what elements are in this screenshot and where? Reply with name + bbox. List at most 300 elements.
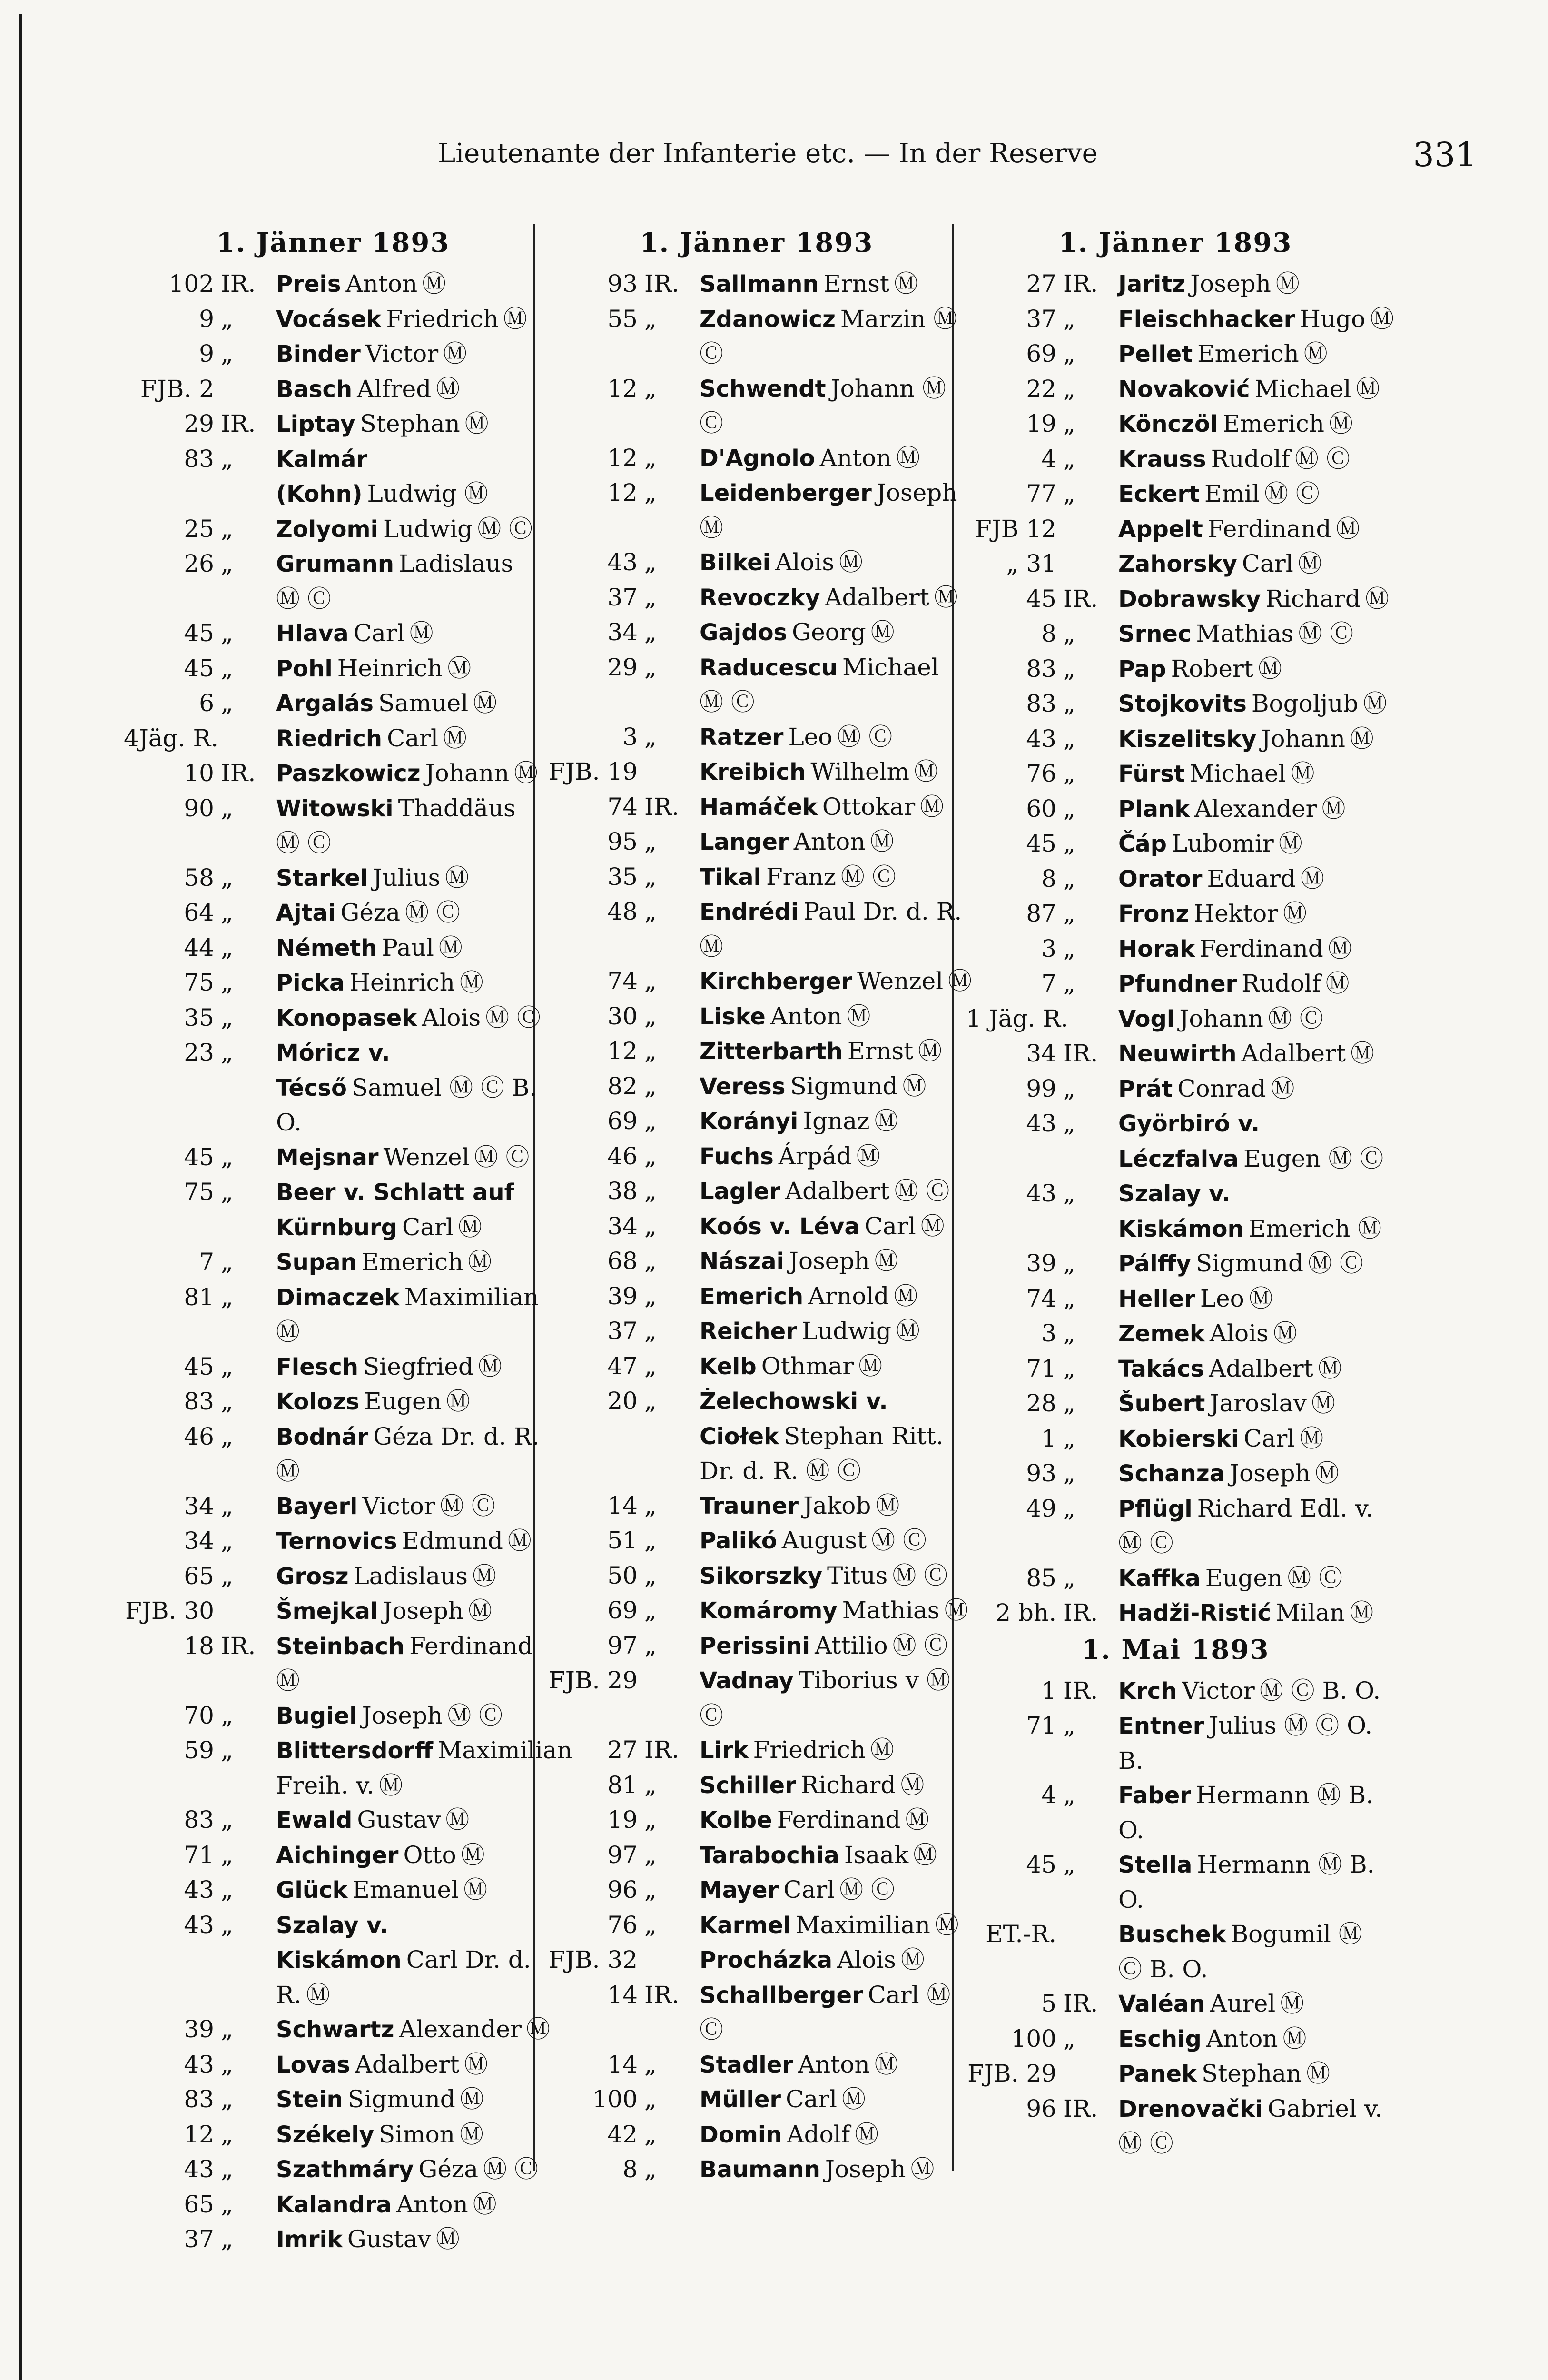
given-name: Julius Ⓜ Ⓒ O. B.: [1118, 1712, 1373, 1775]
surname: Paszkowicz: [276, 760, 421, 787]
unit-abbreviation: „: [1063, 1180, 1075, 1207]
list-entry: [547, 1314, 966, 1349]
given-name: Emanuel: [352, 1876, 459, 1904]
surname: Komáromy: [700, 1597, 838, 1624]
given-name: Adalbert: [1241, 1040, 1346, 1067]
surname: Zitterbarth: [700, 1038, 843, 1065]
surname: Stein: [276, 2086, 343, 2113]
surname: Ewald: [276, 1807, 353, 1834]
list-entry: [124, 407, 542, 442]
decoration-marks: Ⓜ: [1300, 1424, 1324, 1452]
given-name: Franz: [766, 863, 836, 891]
unit-abbreviation: „: [644, 444, 657, 472]
surname: Székely: [276, 2121, 374, 2148]
unit-abbreviation: „: [644, 863, 657, 891]
surname: Veress: [700, 1073, 786, 1100]
unit-abbreviation: „: [1063, 2024, 1075, 2053]
list-entry: [966, 1176, 1385, 1246]
regiment-number: FJB. 2: [140, 375, 214, 403]
list-entry: [966, 1561, 1385, 1596]
unit-abbreviation: „: [221, 1911, 233, 1939]
unit-abbreviation: „: [644, 2050, 657, 2078]
regiment-number: 28: [1026, 1389, 1056, 1417]
decoration-marks: Ⓜ: [874, 1107, 898, 1135]
unit-abbreviation: IR.: [221, 759, 256, 787]
decoration-marks: Ⓜ: [902, 1072, 927, 1100]
regiment-number: 102: [168, 270, 214, 298]
list-entry: [124, 791, 542, 861]
list-entry: [966, 1986, 1385, 2022]
list-entry: [124, 1140, 542, 1175]
decoration-marks: Ⓜ Ⓒ B. O.: [1259, 1676, 1381, 1705]
regiment-number: 1: [1041, 1424, 1056, 1452]
given-name: Eugen: [364, 1388, 442, 1415]
decoration-marks: Ⓜ Ⓒ: [440, 1492, 495, 1520]
given-name: Ludwig Ⓜ: [367, 480, 488, 507]
list-entry: [547, 302, 966, 371]
given-name: Hugo: [1300, 305, 1366, 333]
decoration-marks: Ⓜ: [464, 2050, 488, 2078]
list-entry: [124, 616, 542, 651]
surname: Vogl: [1118, 1005, 1175, 1032]
entry-text: [1115, 616, 1385, 652]
given-name: Joseph Ⓜ: [700, 479, 957, 542]
decoration-marks: Ⓜ Ⓒ: [840, 863, 896, 891]
regiment-number: 45: [184, 619, 214, 647]
unit-abbreviation: „: [221, 933, 233, 962]
unit-abbreviation: „: [1063, 1250, 1075, 1277]
decoration-marks: Ⓜ: [896, 1317, 920, 1345]
regiment-number: 34: [1026, 1040, 1056, 1067]
given-name: Adalbert: [355, 2050, 460, 2078]
list-entry: [124, 1803, 542, 1838]
entry-text: [1115, 1708, 1385, 1778]
unit-abbreviation: „: [1063, 794, 1075, 823]
entry-text: [697, 1488, 966, 1524]
list-entry: [966, 2092, 1385, 2161]
surname: Schwendt: [700, 375, 826, 402]
surname: Panek: [1118, 2061, 1197, 2087]
entry-text: [273, 756, 542, 791]
decoration-marks: Ⓜ: [461, 1841, 485, 1869]
surname: Binder: [276, 341, 361, 367]
regiment-number: „ 31: [1006, 550, 1056, 577]
entry-text: [273, 267, 542, 302]
given-name: Ottokar: [822, 793, 916, 821]
unit-abbreviation: „: [644, 618, 657, 646]
list-entry: [966, 1708, 1385, 1778]
list-entry: [124, 651, 542, 686]
decoration-marks: Ⓜ: [913, 1841, 937, 1869]
surname: Domin: [700, 2121, 782, 2148]
surname: Beer v. Schlatt auf Kürnburg: [276, 1179, 514, 1241]
decoration-marks: Ⓜ Ⓒ: [485, 1003, 541, 1031]
surname: Karmel: [700, 1912, 791, 1939]
regiment-number: 83: [184, 1388, 214, 1415]
decoration-marks: Ⓜ Ⓒ: [1295, 445, 1350, 473]
entry-text: [273, 721, 542, 756]
surname: Krch: [1118, 1677, 1177, 1705]
decoration-marks: Ⓜ: [900, 1771, 925, 1799]
regiment-number: 81: [607, 1771, 638, 1799]
entry-text: [697, 1908, 966, 1943]
unit-abbreviation: „: [221, 1841, 233, 1869]
unit-abbreviation: „: [221, 794, 233, 822]
decoration-marks: Ⓜ: [473, 2190, 497, 2218]
regiment-number: 90: [184, 794, 214, 822]
unit-abbreviation: „: [221, 654, 233, 682]
list-entry: [547, 1873, 966, 1908]
decoration-marks: Ⓜ: [503, 305, 527, 333]
decoration-marks: Ⓜ: [1329, 410, 1353, 437]
list-entry: [547, 999, 966, 1034]
decoration-marks: Ⓜ: [447, 654, 472, 682]
entry-text: [273, 2047, 542, 2082]
regiment-number: 83: [184, 445, 214, 473]
given-name: Joseph: [1230, 1459, 1311, 1487]
unit-abbreviation: „: [1063, 480, 1075, 507]
entry-text: [273, 1873, 542, 1908]
given-name: Friedrich: [386, 305, 499, 333]
unit-abbreviation: „: [644, 1491, 657, 1519]
entry-text: [273, 1803, 542, 1838]
given-name: Ferdinand: [1207, 515, 1331, 543]
given-name: Emerich Ⓜ: [1248, 1214, 1382, 1242]
list-entry: [966, 476, 1385, 512]
list-entry: [547, 1488, 966, 1524]
regiment-number: 38: [607, 1177, 638, 1205]
given-name: Conrad: [1177, 1074, 1266, 1102]
regiment-number: 85: [1026, 1564, 1056, 1592]
list-entry: [124, 2187, 542, 2222]
regiment-number: 1 Jäg. R.: [966, 1004, 1068, 1032]
surname: Perissini: [700, 1632, 810, 1659]
surname: Plank: [1118, 795, 1190, 823]
entry-text: [697, 1873, 966, 1908]
regiment-number: 37: [607, 1317, 638, 1345]
regiment-number: 39: [607, 1282, 638, 1310]
surname: Novaković: [1118, 376, 1250, 403]
regiment-number: 14: [607, 2050, 638, 2078]
regiment-number: 96: [607, 1876, 638, 1904]
given-name: Ladislaus: [353, 1562, 468, 1590]
regiment-number: 87: [1026, 900, 1056, 927]
surname: Appelt: [1118, 516, 1203, 543]
unit-abbreviation: IR.: [644, 270, 680, 298]
given-name: Carl: [387, 724, 439, 752]
surname: Nászai: [700, 1248, 784, 1275]
list-entry: [547, 1803, 966, 1838]
surname: Szalay v. Kiskámon: [276, 1912, 402, 1973]
decoration-marks: Ⓜ Ⓒ: [405, 899, 460, 926]
entry-text: [697, 1593, 968, 1628]
surname: Hadži-Ristić: [1118, 1600, 1272, 1626]
entry-text: [697, 1209, 966, 1244]
regiment-number: 4: [1041, 445, 1056, 473]
regiment-number: 19: [1026, 410, 1056, 437]
surname: D'Agnolo: [700, 445, 815, 472]
given-name: Jaroslav: [1210, 1389, 1307, 1417]
list-entry: [124, 721, 542, 756]
unit-abbreviation: „: [221, 1039, 233, 1066]
regiment-number: 30: [607, 1002, 638, 1030]
decoration-marks: Ⓜ: [1370, 305, 1394, 333]
unit-abbreviation: „: [1063, 1494, 1075, 1522]
list-entry: [966, 1316, 1385, 1351]
given-name: Gustav: [347, 2225, 431, 2253]
given-name: Sigmund: [790, 1072, 898, 1100]
given-name: Maximilian: [796, 1911, 930, 1939]
unit-abbreviation: „: [221, 1701, 233, 1729]
entry-text: [273, 1035, 542, 1140]
decoration-marks: Ⓜ Ⓒ: [447, 1701, 503, 1729]
entry-text: [273, 1733, 572, 1803]
section-date-heading: 1. Jänner 1893: [640, 227, 874, 258]
regiment-number: 69: [1026, 340, 1056, 367]
list-entry: [124, 1419, 542, 1489]
surname: Kiszelitsky: [1118, 725, 1257, 753]
surname: Kreibich: [700, 759, 806, 785]
regiment-number: 4: [1041, 1781, 1056, 1809]
surname: Picka: [276, 970, 345, 996]
given-name: Alexander: [399, 2015, 522, 2043]
entry-text: [273, 302, 542, 337]
given-name: Maximilian Freih. v.: [276, 1736, 572, 1799]
regiment-number: 65: [184, 2190, 214, 2218]
decoration-marks: Ⓜ: [507, 1527, 532, 1555]
decoration-marks: Ⓜ: [1363, 690, 1387, 717]
surname: Srnec: [1118, 621, 1192, 647]
list-entry: [547, 476, 966, 545]
unit-abbreviation: „: [644, 548, 657, 576]
given-name: Ignaz: [803, 1107, 870, 1135]
entry-text: [1115, 372, 1385, 407]
decoration-marks: Ⓜ: [472, 1562, 496, 1590]
unit-abbreviation: „: [644, 305, 657, 333]
regiment-number: 97: [607, 1631, 638, 1659]
surname: Zahorsky: [1118, 551, 1237, 577]
decoration-marks: Ⓜ: [443, 724, 467, 752]
list-entry: [966, 1847, 1385, 1917]
unit-abbreviation: „: [221, 1736, 233, 1764]
given-name: Carl: [1243, 1424, 1295, 1452]
given-name: Carl Ⓜ Ⓒ: [700, 1981, 951, 2043]
decoration-marks: Ⓜ: [1275, 270, 1300, 298]
surname: Lirk: [700, 1737, 749, 1764]
entry-text: [697, 1104, 966, 1139]
given-name: Leo: [1200, 1284, 1244, 1312]
unit-abbreviation: „: [644, 1806, 657, 1834]
given-name: Isaak: [844, 1841, 909, 1869]
entry-text: [697, 824, 966, 860]
unit-abbreviation: „: [221, 2225, 233, 2253]
list-entry: [966, 756, 1385, 792]
entry-text: [273, 1140, 542, 1175]
entry-text: [697, 1384, 966, 1488]
surname: Prát: [1118, 1075, 1173, 1102]
entry-text: [697, 2082, 966, 2117]
entry-text: [697, 267, 966, 302]
list-entry: [547, 2082, 966, 2117]
regiment-number: 74: [607, 793, 638, 821]
given-name: Eugen Ⓜ Ⓒ: [1243, 1144, 1384, 1172]
unit-abbreviation: „: [644, 1771, 657, 1799]
entry-text: [273, 1175, 542, 1245]
entry-text: [1115, 686, 1387, 722]
unit-abbreviation: „: [644, 1597, 657, 1624]
surname: Pellet: [1118, 341, 1193, 367]
regiment-number: 4Jäg. R.: [124, 724, 218, 752]
entry-text: [273, 1489, 542, 1524]
surname: Hamáček: [700, 793, 818, 821]
unit-abbreviation: „: [1063, 690, 1075, 717]
list-entry: [966, 1036, 1385, 1071]
given-name: Victor: [1182, 1676, 1255, 1705]
surname: Mejsnar: [276, 1144, 379, 1171]
list-entry: [547, 754, 966, 790]
regiment-number: 12: [607, 374, 638, 402]
entry-text: [697, 754, 966, 790]
decoration-marks: Ⓜ: [478, 1352, 502, 1380]
entry-text: [1115, 826, 1385, 862]
regiment-number: 74: [1026, 1284, 1056, 1312]
surname: Endrédi: [700, 899, 799, 925]
entry-text: [273, 1384, 542, 1419]
given-name: Alois: [775, 548, 834, 576]
surname: Fürst: [1118, 761, 1185, 787]
decoration-marks: Ⓜ: [468, 1597, 492, 1625]
given-name: Richard: [800, 1771, 896, 1799]
surname: Argalás: [276, 690, 374, 717]
surname: Dimaczek: [276, 1284, 400, 1311]
list-entry: [547, 1034, 966, 1069]
given-name: Anton: [770, 1002, 842, 1030]
unit-abbreviation: „: [221, 2050, 233, 2078]
unit-abbreviation: „: [644, 1841, 657, 1869]
surname: Koós v. Léva: [700, 1213, 860, 1240]
decoration-marks: Ⓜ: [1283, 900, 1307, 927]
surname: Revoczky: [700, 584, 820, 611]
decoration-marks: Ⓜ: [910, 2155, 935, 2183]
regiment-number: 7: [199, 1248, 214, 1276]
regiment-number: 49: [1026, 1494, 1056, 1522]
list-entry: [547, 1349, 966, 1384]
unit-abbreviation: IR.: [644, 1736, 680, 1764]
list-entry: [124, 1733, 572, 1803]
regiment-number: 50: [607, 1561, 638, 1589]
list-entry: [124, 442, 542, 512]
surname: Witowski: [276, 795, 394, 822]
list-entry: [124, 686, 542, 721]
regiment-number: ET.-R.: [986, 1920, 1056, 1948]
decoration-marks: Ⓜ: [870, 618, 895, 646]
given-name: Géza Dr. d. R. Ⓜ: [276, 1422, 540, 1485]
entry-text: [697, 615, 966, 650]
list-entry: [124, 1280, 542, 1349]
page-edge: [19, 14, 22, 2380]
given-name: Stephan: [360, 410, 460, 437]
unit-abbreviation: „: [1063, 1319, 1075, 1347]
regiment-number: 26: [184, 550, 214, 577]
surname: Procházka: [700, 1947, 833, 1973]
entry-text: [273, 651, 542, 686]
regiment-number: 2 bh.: [996, 1599, 1056, 1626]
given-name: Victor: [362, 1492, 435, 1520]
regiment-number: 74: [607, 967, 638, 995]
unit-abbreviation: „: [644, 1177, 657, 1205]
surname: Entner: [1118, 1713, 1204, 1739]
decoration-marks: Ⓜ: [409, 619, 434, 647]
unit-abbreviation: „: [221, 619, 233, 647]
regiment-number: 27: [607, 1736, 638, 1764]
list-entry: [547, 1628, 966, 1664]
unit-abbreviation: „: [644, 1352, 657, 1380]
unit-abbreviation: „: [221, 1527, 233, 1555]
surname: Basch: [276, 376, 353, 403]
surname: Pfundner: [1118, 971, 1237, 997]
list-entry: [124, 1698, 542, 1734]
entry-text: [697, 1558, 966, 1594]
decoration-marks: Ⓜ: [459, 969, 483, 996]
entry-text: [1115, 2022, 1385, 2057]
regiment-number: 51: [607, 1527, 638, 1554]
surname: Móricz v. Técső: [276, 1040, 390, 1101]
list-entry: [966, 722, 1385, 757]
surname: Pohl: [276, 655, 333, 682]
entry-text: [697, 2047, 966, 2082]
regiment-number: 20: [607, 1387, 638, 1415]
list-entry: [547, 1558, 966, 1594]
surname: Bayerl: [276, 1493, 358, 1520]
decoration-marks: Ⓜ: [1280, 1990, 1304, 2017]
list-entry: [547, 2117, 966, 2152]
surname: Mayer: [700, 1877, 779, 1904]
unit-abbreviation: IR.: [1063, 2094, 1098, 2122]
surname: Kalandra: [276, 2191, 392, 2218]
decoration-marks: Ⓜ: [1300, 864, 1324, 892]
entry-text: [273, 1280, 542, 1349]
regiment-number: 100: [1011, 2024, 1056, 2053]
list-entry: [547, 964, 972, 999]
given-name: Simon: [379, 2120, 455, 2148]
given-name: Carl: [402, 1213, 454, 1241]
given-name: Carl: [786, 2085, 838, 2113]
given-name: Carl: [353, 619, 405, 647]
decoration-marks: Ⓜ: [870, 1736, 894, 1764]
decoration-marks: Ⓜ: [918, 1037, 942, 1065]
unit-abbreviation: „: [221, 1178, 233, 1206]
decoration-marks: Ⓜ: [1356, 375, 1380, 403]
regiment-number: 83: [1026, 690, 1056, 717]
entry-text: [273, 861, 542, 896]
surname: Liske: [700, 1003, 766, 1030]
surname: Faber: [1118, 1782, 1191, 1809]
entry-text: [273, 1594, 542, 1629]
given-name: Sigmund: [347, 2085, 455, 2113]
surname: Stella: [1118, 1852, 1193, 1878]
unit-abbreviation: „: [221, 1562, 233, 1590]
list-entry: [124, 1175, 542, 1245]
decoration-marks: Ⓜ: [1291, 760, 1315, 787]
unit-abbreviation: „: [644, 898, 657, 925]
entry-text: [273, 337, 542, 372]
decoration-marks: Ⓜ Ⓒ: [477, 515, 533, 543]
surname: Könczöl: [1118, 411, 1218, 437]
surname: Eschig: [1118, 2025, 1202, 2053]
list-entry: [966, 862, 1385, 897]
unit-abbreviation: IR.: [1063, 1990, 1098, 2017]
list-entry: [124, 2222, 542, 2257]
